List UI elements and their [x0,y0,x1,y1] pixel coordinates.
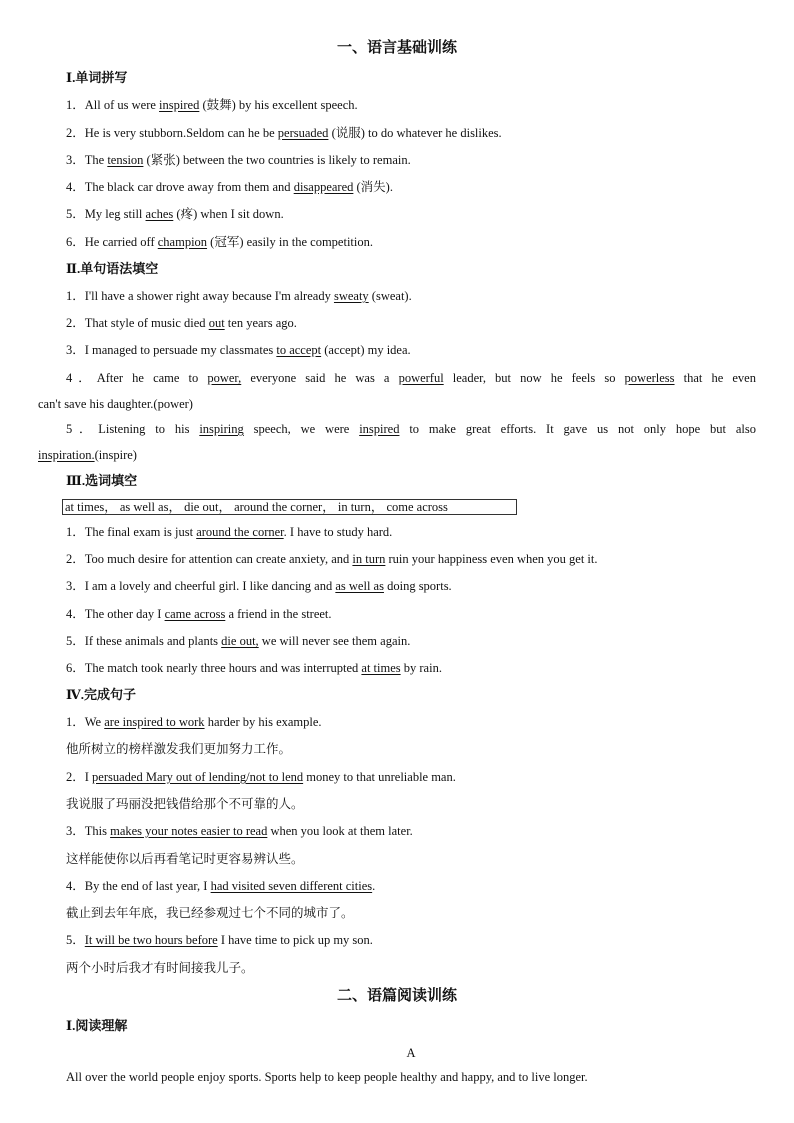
answer: powerful [398,371,444,385]
answer: came across [164,607,226,621]
sentence-item: 1．We are inspired to work harder by his example. [66,715,322,729]
answer: makes your notes easier to read [110,824,268,838]
answer: disappeared [293,180,354,194]
spelling-item: 5．My leg still aches (疼) when I sit down. [66,207,284,221]
sentence-item: 2．I persuaded Mary out of lending/not to lend money to that unreliable man. [66,770,456,784]
answer: sweaty [333,289,369,303]
spelling-item: 1．All of us were inspired (鼓舞) by his excellent speech. [66,98,358,112]
spelling-item: 3．The tension (紧张) between the two countries is likely to remain. [66,153,411,167]
answer: at times [361,661,401,675]
answer: around the corner [196,525,284,539]
answer: out [208,316,225,330]
section-title-grammar: Ⅱ.单句语法填空 [66,261,159,276]
word-choice-item: 6．The match took nearly three hours and was interrupted at times by rain. [66,661,442,675]
spelling-item: 2．He is very stubborn.Seldom can he be persuaded (说服) to do whatever he dislikes. [66,126,502,140]
sentence-translation: 两个小时后我才有时间接我儿子。 [66,961,254,975]
passage-first-line: All over the world people enjoy sports. Sports help to keep people healthy and happy, and to live longer. [66,1070,588,1084]
grammar-item: 1．I'll have a shower right away because I'm already sweaty (sweat). [66,289,412,303]
answer: to accept [276,343,322,357]
word-choice-item: 5．If these animals and plants die out, we will never see them again. [66,634,411,648]
sentence-translation: 这样能使你以后再看笔记时更容易辨认些。 [66,852,304,866]
spelling-item: 6．He carried off champion (冠军) easily in the competition. [66,235,373,249]
word-choice-item: 3．I am a lovely and cheerful girl. I like dancing and as well as doing sports. [66,579,452,593]
sentence-item: 4．By the end of last year, I had visited seven different cities. [66,879,376,893]
answer: power, [207,371,242,385]
answer: powerless [624,371,675,385]
sentence-item: 3．This makes your notes easier to read when you look at them later. [66,824,413,838]
grammar-item-4-line1: 4．After he came to power, everyone said he was a powerful leader, but now he feels so powerless that he even [66,371,756,385]
grammar-item: 2．That style of music died out ten years ago. [66,316,297,330]
answer: are inspired to work [104,715,205,729]
answer: in turn [352,552,386,566]
sentence-translation: 我说服了玛丽没把钱借给那个不可靠的人。 [66,797,304,811]
section-title-word-choice: Ⅲ.选词填空 [66,473,138,488]
word-choice-item: 1．The final exam is just around the corner. I have to study hard. [66,525,393,539]
answer: champion [157,235,208,249]
answer: inspired [359,422,400,436]
sentence-item: 5．It will be two hours before I have time to pick up my son. [66,933,373,947]
answer: persuaded Mary out of lending/not to lend [92,770,304,784]
word-bank: at times， as well as， die out， around the corner， in turn， come across [65,500,448,514]
grammar-item-5-line1: 5．Listening to his inspiring speech, we were inspired to make great efforts. It gave us not only hope but also [66,422,756,436]
answer: inspiration. [38,448,95,462]
answer: inspired [159,98,200,112]
answer: as well as [335,579,384,593]
answer: tension [107,153,144,167]
answer: aches [145,207,174,221]
spelling-item: 4．The black car drove away from them and disappeared (消失). [66,180,393,194]
answer: It will be two hours before [84,933,218,947]
sentence-translation: 他所树立的榜样激发我们更加努力工作。 [66,742,292,756]
word-choice-item: 2．Too much desire for attention can create anxiety, and in turn ruin your happiness even when you get it. [66,552,598,566]
passage-label: A [406,1046,416,1060]
heading-reading: 二、语篇阅读训练 [336,988,457,1004]
section-title-spelling: Ⅰ.单词拼写 [66,70,128,85]
grammar-item-5-line2: inspiration.(inspire) [38,448,137,462]
grammar-item-4-line2: can't save his daughter.(power) [38,397,193,411]
answer: die out, [221,634,259,648]
answer: had visited seven different cities [210,879,373,893]
heading-language-basics: 一、语言基础训练 [336,40,457,56]
section-title-reading-comprehension: Ⅰ.阅读理解 [66,1018,128,1033]
grammar-item: 3．I managed to persuade my classmates to accept (accept) my idea. [66,343,411,357]
section-title-complete-sentences: Ⅳ.完成句子 [66,687,137,702]
sentence-translation: 截止到去年年底，我已经参观过七个不同的城市了。 [66,906,354,920]
answer: inspiring [199,422,244,436]
word-choice-item: 4．The other day I came across a friend in the street. [66,607,332,621]
answer: persuaded [277,126,329,140]
